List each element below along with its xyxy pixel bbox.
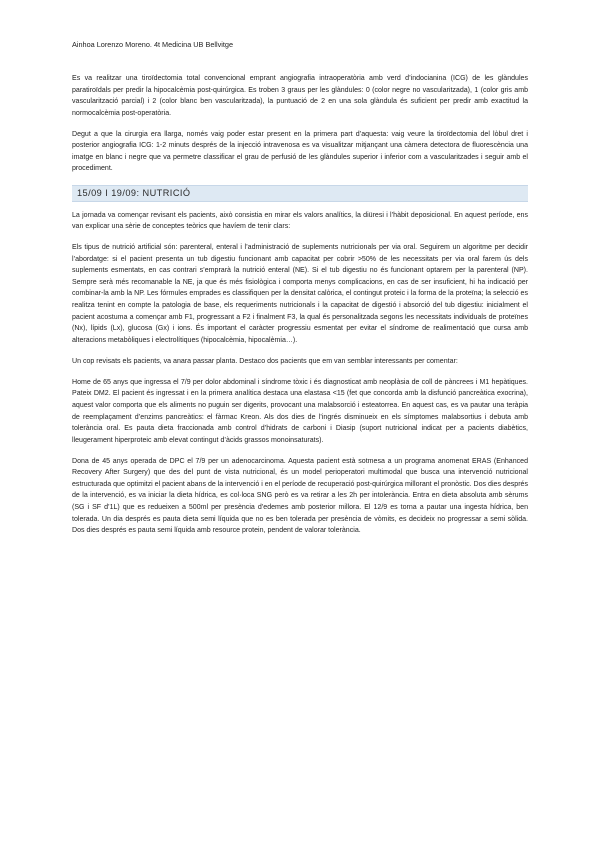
page-header: Ainhoa Lorenzo Moreno. 4t Medicina UB Bellvitge <box>72 40 234 49</box>
paragraph-case-eras-patient: Dona de 45 anys operada de DPC el 7/9 per un adenocarcinoma. Aquesta pacient està sotmesa a un programa anomenat ERAS (Enhanced Recovery After Surgery) que des del punt de vista nutricional, és un model perioperatori multimodal que busca una intervenció nutricional estructurada que optimitzi el pacient abans de la intervenció i en el període de recuperació post-quirúrgica millorant el pronòstic. Dos dies després de la intervenció, es va iniciar la dieta hídrica, es col·loca SNG però es va retirar a les 2h per intolerància. Entra en dieta absoluta amb sèrums (SG i SF d’1L) que es redueixen a 500ml per presència d’edemes amb posterior millora. El 12/9 es torna a pautar una ingesta hídrica, ben tolerada. Un dia després es pauta dieta semi líquida que no es ben tolerada per presència de vòmits, es decideix no progressar a semi sòlida. Dos dies després es pauta semi líquida amb resource protein, pendent de valorar tolerància. <box>72 457 528 535</box>
paragraph-thyroidectomy-technique: Es va realitzar una tiroïdectomia total convencional emprant angiografia intraoperatòria amb verd d’indocianina (ICG) de les glàndules paratiroïdals per predir la hipocalcèmia post-quirúrgica. Es troben 3 graus per les glàndules: 0 (color negre no vascularitzada), 1 (color gris amb vascularització parcial) i 2 (color blanc ben vascularitzada), la puntuació de 2 en una sola glàndula és suficient per predir amb exactitud la normocalcèmia post-operatòria. <box>72 75 528 117</box>
paragraph-daily-routine: La jornada va començar revisant els pacients, això consistia en mirar els valors analítics, la diüresi i l’hàbit deposicional. En aquest període, ens van explicar una sèrie de conceptes teòrics que havíem de tenir clars: <box>72 211 528 231</box>
paragraph-angiography-observation: Degut a que la cirurgia era llarga, només vaig poder estar present en la primera part d’aquesta: vaig veure la tiroïdectomia del lòbul dret i posterior angiografia ICG: 1-2 minuts després de la injecció intravenosa es va visualitzar mitjançant una càmera detectora de fluorescència una imatge en blanc i negre que va permetre classificar el grau de perfusió de les glàndules superior i inferior com a vascularitzades i seguir amb el procediment. <box>72 130 528 173</box>
document-body <box>72 73 528 546</box>
paragraph-case-pancreatic-neoplasm: Home de 65 anys que ingressa el 7/9 per dolor abdominal i síndrome tòxic i és diagnosticat amb neoplàsia de coll de pàncrees i M1 hepàtiques. Pateix DM2. El pacient és ingressat i en la primera analítica destaca una elastasa <15 (fet que concorda amb la disfunció pancreàtica exocrina), aquest valor comporta que els aliments no puguin ser digerits, provocant una malabsorció i esteatorrea. En aquest cas, es va pautar una teràpia de reemplaçament d’enzims pancreàtics: el fàrmac Kreon. Als dos dies de l’ingrés disminueix en els símptomes malabsortius i debuta amb tolerància oral. Es pauta dieta fraccionada amb control d’hidrats de carboni i Diasip (suport nutricional indicat per a pacients diabètics, lleugerament hiperproteic amb elevat contingut d’àcids grassos monoinsaturats). <box>72 378 528 444</box>
paragraph-ward-round-intro: Un cop revisats els pacients, va anara passar planta. Destaco dos pacients que em van semblar interessants per comentar: <box>72 357 458 365</box>
section-title: 15/09 I 19/09: NUTRICIÓ <box>77 188 191 199</box>
section-heading-nutrition <box>72 185 528 202</box>
paragraph-artificial-nutrition-types: Els tipus de nutrició artificial són: parenteral, enteral i l’administració de suplements nutricionals per via oral. Seguirem un algoritme per decidir l’abordatge: si el pacient presenta un tub digestiu funcionant amb capacitat per cobrir >50% de les necessitats per via oral farem ús dels suplements esmentats, en cas contrari s’emprarà la nutrició enteral (NE). Si el tub digestiu no és funcionant optarem per la parenteral (NP). Sempre serà més recomanable la NE, ja que és més fisiològica i comporta menys complicacions, en cas de ser insuficient, hi ha indicació per combinar-la amb la NP. Les fórmules emprades es classifiquen per la densitat calòrica, el contingut proteic i la forma de la proteïna; la selecció es realitza tenint en compte la patologia de base, els requeriments nutricionals i la capacitat de digestió i absorció del tub digestiu: inicialment el pacient acostuma a començar amb F1, progressant a F2 i finalment F3, la qual és personalitzada segons les necessitats individuals de proteïnes (Nx), lípids (Lx), glucosa (Gx) i ions. És important el caràcter progressiu esmentat per evitar el síndrome de realimentació que cursa amb alteracions metabòliques i electrolítiques (hipocalcèmia, hipocalèmia…). <box>72 244 528 344</box>
